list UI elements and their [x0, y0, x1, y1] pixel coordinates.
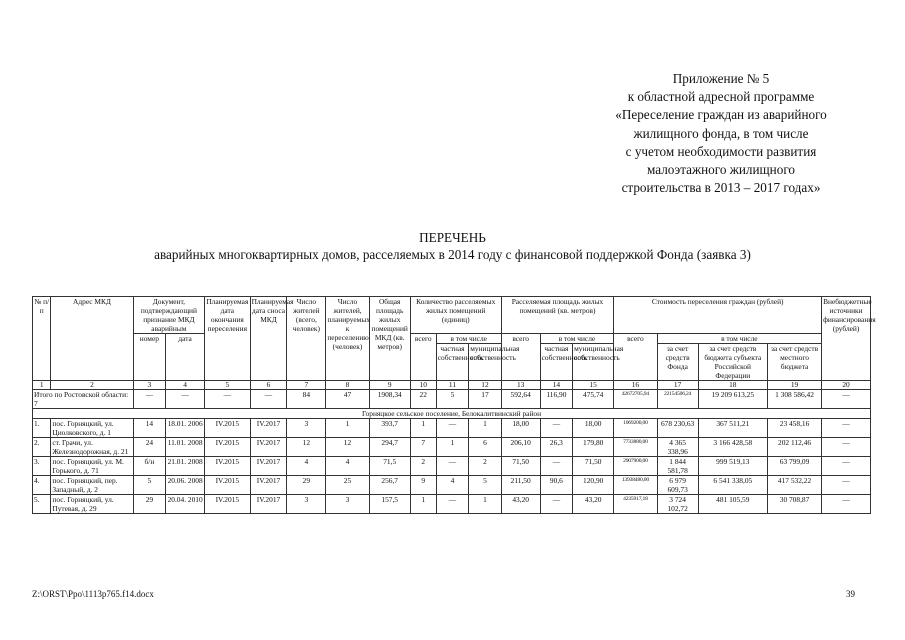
table-cell: 678 230,63: [657, 419, 698, 438]
houses-table: [32, 296, 876, 514]
hdr-planned-end: Планируемая дата окончания переселения: [205, 297, 250, 381]
table-cell: 2.: [33, 438, 51, 457]
hdr-cost-fund: за счет средств Фонда: [657, 344, 698, 381]
table-cell: 4: [326, 457, 369, 476]
appendix-line: строительства в 2013 – 2017 годах»: [621, 180, 821, 196]
table-cell: 1.: [33, 419, 51, 438]
table-cell: —: [822, 438, 871, 457]
table-cell: 20.06. 2008: [166, 476, 205, 495]
table-cell: 29: [133, 495, 165, 514]
table-cell: IV.2015: [205, 495, 250, 514]
table-cell: 5: [436, 390, 468, 409]
table-cell: 18,00: [501, 419, 540, 438]
hdr-residents: Число жителей (всего, человек): [287, 297, 326, 381]
table-cell: 202 112,46: [767, 438, 821, 457]
table-cell: 393,7: [369, 419, 410, 438]
table-cell: —: [250, 390, 287, 409]
table-cell: 43,20: [501, 495, 540, 514]
hdr-rooms-municipal: муниципальная собственность: [469, 344, 501, 381]
table-cell: 63 799,09: [767, 457, 821, 476]
table-cell: 3: [287, 495, 326, 514]
table-cell: 4 365 338,96: [657, 438, 698, 457]
table-cell: б/н: [133, 457, 165, 476]
table-cell: 2: [410, 457, 436, 476]
table-cell: 43,20: [573, 495, 614, 514]
table-cell: 3 166 428,58: [698, 438, 767, 457]
hdr-rooms-incl: в том числе: [436, 334, 501, 344]
table-row: [33, 495, 871, 514]
table-cell: —: [205, 390, 250, 409]
table-cell: 20.04. 2010: [166, 495, 205, 514]
total-label: Итого по Ростовской области: 7: [33, 390, 134, 409]
table-cell: 1069200,00: [614, 419, 657, 438]
table-cell: 23 458,16: [767, 419, 821, 438]
table-cell: 5.: [33, 495, 51, 514]
table-cell: 17: [469, 390, 501, 409]
table-cell: 22154506,24: [657, 390, 698, 409]
hdr-cost-regional: за счет средств бюджета субъекта Российской Федерации: [698, 344, 767, 381]
table-cell: 24: [133, 438, 165, 457]
table-cell: 13938480,00: [614, 476, 657, 495]
data-rows: [33, 419, 871, 514]
address-cell: пос. Горняцкий, пер. Западный, д. 2: [51, 476, 133, 495]
table-cell: 30 708,87: [767, 495, 821, 514]
table-cell: 9: [410, 476, 436, 495]
hdr-doc-date: дата: [166, 334, 205, 381]
table-cell: —: [436, 419, 468, 438]
table-cell: 1: [469, 419, 501, 438]
table-cell: 4235917,18: [614, 495, 657, 514]
table-row: [33, 438, 871, 457]
total-row: [33, 390, 871, 409]
hdr-extra: Внебюджетные источники финансирования (рублей): [822, 297, 871, 381]
hdr-area-incl: в том числе: [540, 334, 614, 344]
table-row: [33, 419, 871, 438]
footer-file-path: Z:\ORST\Ppo\1113p765.f14.docx: [32, 589, 154, 599]
header-row: [33, 297, 871, 334]
table-cell: 84: [287, 390, 326, 409]
address-cell: пос. Горняцкий, ул. М. Горького, д. 71: [51, 457, 133, 476]
table-cell: 481 105,59: [698, 495, 767, 514]
table-cell: 256,7: [369, 476, 410, 495]
appendix-line: жилищного фонда, в том числе: [633, 125, 809, 141]
col-number: 17: [657, 381, 698, 390]
col-number: 13: [501, 381, 540, 390]
hdr-document: Документ, подтверждающий признание МКД аварийным: [133, 297, 204, 334]
table-cell: 4: [287, 457, 326, 476]
hdr-area-municipal: муниципальная собственность: [573, 344, 614, 381]
col-number: 4: [166, 381, 205, 390]
col-number: 18: [698, 381, 767, 390]
appendix-line: с учетом необходимости развития: [625, 143, 817, 159]
table-cell: 294,7: [369, 438, 410, 457]
table-cell: IV.2015: [205, 419, 250, 438]
hdr-cost-incl: в том числе: [657, 334, 822, 344]
table-cell: 4.: [33, 476, 51, 495]
table-cell: —: [822, 390, 871, 409]
table-cell: 6 979 609,73: [657, 476, 698, 495]
table-cell: 18,00: [573, 419, 614, 438]
table-cell: —: [822, 495, 871, 514]
col-number: 1: [33, 381, 51, 390]
table-cell: —: [436, 495, 468, 514]
table-cell: IV.2017: [250, 438, 287, 457]
address-cell: пос. Горняцкий, ул. Циолковского, д. 1: [51, 419, 133, 438]
section-label: Горняцкое сельское поселение, Белокалитвинский район: [33, 409, 871, 419]
hdr-planned-demolition: Планируемая дата сноса МКД: [250, 297, 287, 381]
table-cell: 26,3: [540, 438, 572, 457]
table-cell: 3.: [33, 457, 51, 476]
table-row: [33, 457, 871, 476]
table-row: [33, 476, 871, 495]
col-number: 6: [250, 381, 287, 390]
table-cell: 475,74: [573, 390, 614, 409]
col-number: 20: [822, 381, 871, 390]
table-cell: 42672705,94: [614, 390, 657, 409]
table-cell: —: [133, 390, 165, 409]
table-cell: —: [822, 419, 871, 438]
hdr-area-total: всего: [501, 334, 540, 381]
table-cell: —: [540, 457, 572, 476]
table-cell: —: [166, 390, 205, 409]
table-cell: 206,10: [501, 438, 540, 457]
hdr-area-private: частная собственность: [540, 344, 572, 381]
col-number: 12: [469, 381, 501, 390]
table-cell: 47: [326, 390, 369, 409]
table-cell: IV.2017: [250, 457, 287, 476]
table-cell: 5: [133, 476, 165, 495]
col-number: 14: [540, 381, 572, 390]
table-cell: 7: [410, 438, 436, 457]
table-cell: 19 209 613,25: [698, 390, 767, 409]
table-cell: IV.2015: [205, 438, 250, 457]
table-cell: —: [822, 476, 871, 495]
table-cell: 3: [287, 419, 326, 438]
table-cell: 21.01. 2008: [166, 457, 205, 476]
table-cell: 1908,34: [369, 390, 410, 409]
col-number: 7: [287, 381, 326, 390]
column-number-row: [33, 381, 871, 390]
table-cell: IV.2015: [205, 457, 250, 476]
hdr-cost-local: за счет средств местного бюджета: [767, 344, 821, 381]
table-cell: 211,50: [501, 476, 540, 495]
table-cell: 1 308 586,42: [767, 390, 821, 409]
hdr-doc-number: номер: [133, 334, 165, 381]
col-number: 9: [369, 381, 410, 390]
table-cell: 22: [410, 390, 436, 409]
col-number: 15: [573, 381, 614, 390]
table-cell: 3 724 102,72: [657, 495, 698, 514]
appendix-line: Приложение № 5: [672, 71, 770, 86]
table-cell: 71,50: [573, 457, 614, 476]
hdr-cost: Стоимость переселения граждан (рублей): [614, 297, 822, 334]
title: ПЕРЕЧЕНЬ: [419, 230, 486, 245]
table-cell: 367 511,21: [698, 419, 767, 438]
table-cell: 18.01. 2006: [166, 419, 205, 438]
hdr-area: Расселяемая площадь жилых помещений (кв. метров): [501, 297, 614, 334]
table-cell: 6 541 338,05: [698, 476, 767, 495]
table-cell: 5: [469, 476, 501, 495]
col-number: 19: [767, 381, 821, 390]
table-cell: 14: [133, 419, 165, 438]
appendix-line: к областной адресной программе: [627, 89, 815, 105]
table-cell: 12: [287, 438, 326, 457]
subtitle: аварийных многоквартирных домов, расселяемых в 2014 году с финансовой поддержкой Фонда (заявка 3): [154, 247, 751, 262]
appendix-line: малоэтажного жилищного: [646, 162, 796, 178]
table-cell: 1: [410, 419, 436, 438]
table-cell: —: [540, 495, 572, 514]
table-cell: 7733880,00: [614, 438, 657, 457]
table-cell: 157,5: [369, 495, 410, 514]
hdr-resettled: Число жителей, планируемых к переселению (человек): [326, 297, 369, 381]
hdr-total-area: Общая площадь жилых помещений МКД (кв. метров): [369, 297, 410, 381]
table-cell: —: [540, 419, 572, 438]
hdr-rooms-private: частная собственность: [436, 344, 468, 381]
hdr-cost-total: всего: [614, 334, 657, 381]
table-cell: IV.2017: [250, 476, 287, 495]
appendix-caption: [560, 70, 882, 197]
table-cell: 999 519,13: [698, 457, 767, 476]
table-cell: 1: [410, 495, 436, 514]
table-cell: 3: [326, 495, 369, 514]
table-cell: 2907900,00: [614, 457, 657, 476]
hdr-rooms-count: Количество расселяемых жилых помещений (единиц): [410, 297, 501, 334]
col-number: 8: [326, 381, 369, 390]
table-cell: 2: [469, 457, 501, 476]
col-number: 11: [436, 381, 468, 390]
col-number: 3: [133, 381, 165, 390]
table-cell: 179,80: [573, 438, 614, 457]
table-cell: 120,90: [573, 476, 614, 495]
section-row: [33, 409, 871, 419]
appendix-line: «Переселение граждан из аварийного: [615, 107, 827, 123]
table-cell: 116,90: [540, 390, 572, 409]
table-cell: 592,64: [501, 390, 540, 409]
table-cell: 1 844 581,78: [657, 457, 698, 476]
header-row: [33, 334, 871, 344]
col-number: 16: [614, 381, 657, 390]
col-number: 5: [205, 381, 250, 390]
table-cell: 1: [326, 419, 369, 438]
table-cell: IV.2015: [205, 476, 250, 495]
col-number: 2: [51, 381, 133, 390]
table-cell: IV.2017: [250, 495, 287, 514]
table-cell: 4: [436, 476, 468, 495]
table-cell: 71,5: [369, 457, 410, 476]
table-cell: —: [436, 457, 468, 476]
address-cell: пос. Горняцкий, ул. Путевая, д. 29: [51, 495, 133, 514]
table-cell: 25: [326, 476, 369, 495]
table-cell: 11.01. 2008: [166, 438, 205, 457]
col-number: 10: [410, 381, 436, 390]
table-cell: 90,6: [540, 476, 572, 495]
hdr-num: № п/п: [33, 297, 51, 381]
table-cell: 417 532,22: [767, 476, 821, 495]
hdr-address: Адрес МКД: [51, 297, 133, 381]
table-cell: IV.2017: [250, 419, 287, 438]
hdr-rooms-total: всего: [410, 334, 436, 381]
table-cell: 1: [469, 495, 501, 514]
document-title: [40, 229, 865, 263]
table-cell: 29: [287, 476, 326, 495]
table-cell: 1: [436, 438, 468, 457]
table-cell: 6: [469, 438, 501, 457]
table-cell: 12: [326, 438, 369, 457]
table-cell: —: [822, 457, 871, 476]
page-number: 39: [846, 589, 855, 599]
address-cell: ст. Грачи, ул. Железнодорожная, д. 21: [51, 438, 133, 457]
table-cell: 71,50: [501, 457, 540, 476]
